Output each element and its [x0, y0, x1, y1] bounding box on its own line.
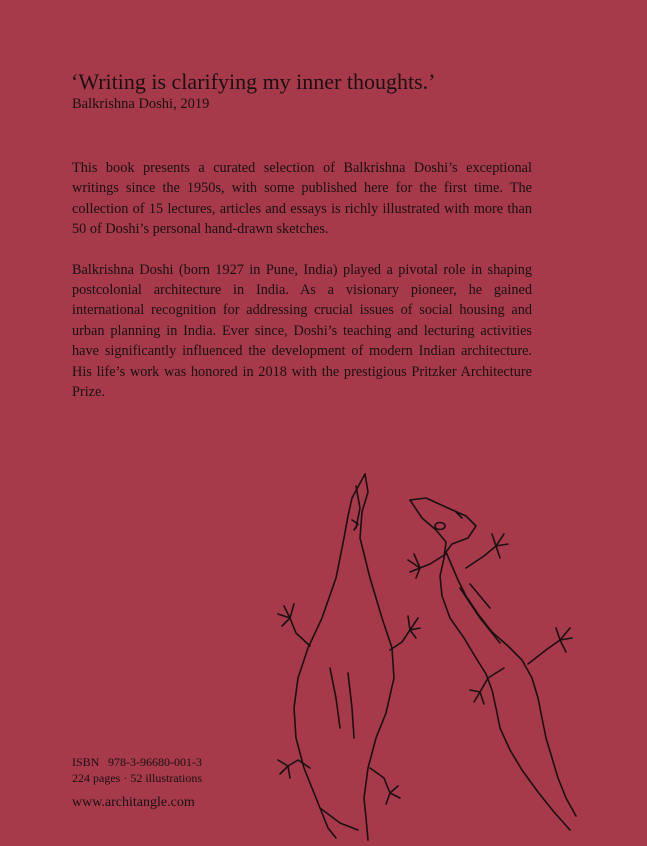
lizards-sketch	[270, 468, 590, 846]
publisher-url[interactable]: www.architangle.com	[72, 795, 195, 810]
isbn-line	[72, 755, 202, 771]
blurb	[72, 158, 532, 422]
quote-attribution: Balkrishna Doshi, 2019	[72, 96, 210, 112]
blurb-paragraph-1: This book presents a curated selection of Balkrishna Doshi’s exceptional writings since the 1950s, with some published here for the first time. The collection of 15 lectures, articles and essays is richly illustrated with more than 50 of Doshi’s personal hand-drawn sketches.	[72, 160, 532, 238]
book-meta	[72, 755, 202, 786]
right-lizard	[408, 498, 576, 830]
left-lizard	[278, 474, 420, 840]
isbn-label: ISBN	[72, 755, 100, 769]
isbn-number: 978-3-96680-001-3	[108, 755, 202, 769]
cover-quote: ‘Writing is clarifying my inner thoughts.’	[71, 69, 436, 94]
book-details: 224 pages · 52 illustrations	[72, 770, 202, 785]
blurb-paragraph-2: Balkrishna Doshi (born 1927 in Pune, India) played a pivotal role in shaping postcolonial architecture in India. As a visionary pioneer, he gained international recognition for addressing crucial issues of social housing and urban planning in India. Ever since, Doshi’s teaching and lecturing activities have significantly influenced the development of modern Indian architecture. His life’s work was honored in 2018 with the prestigious Pritzker Architecture Prize.	[72, 261, 532, 401]
